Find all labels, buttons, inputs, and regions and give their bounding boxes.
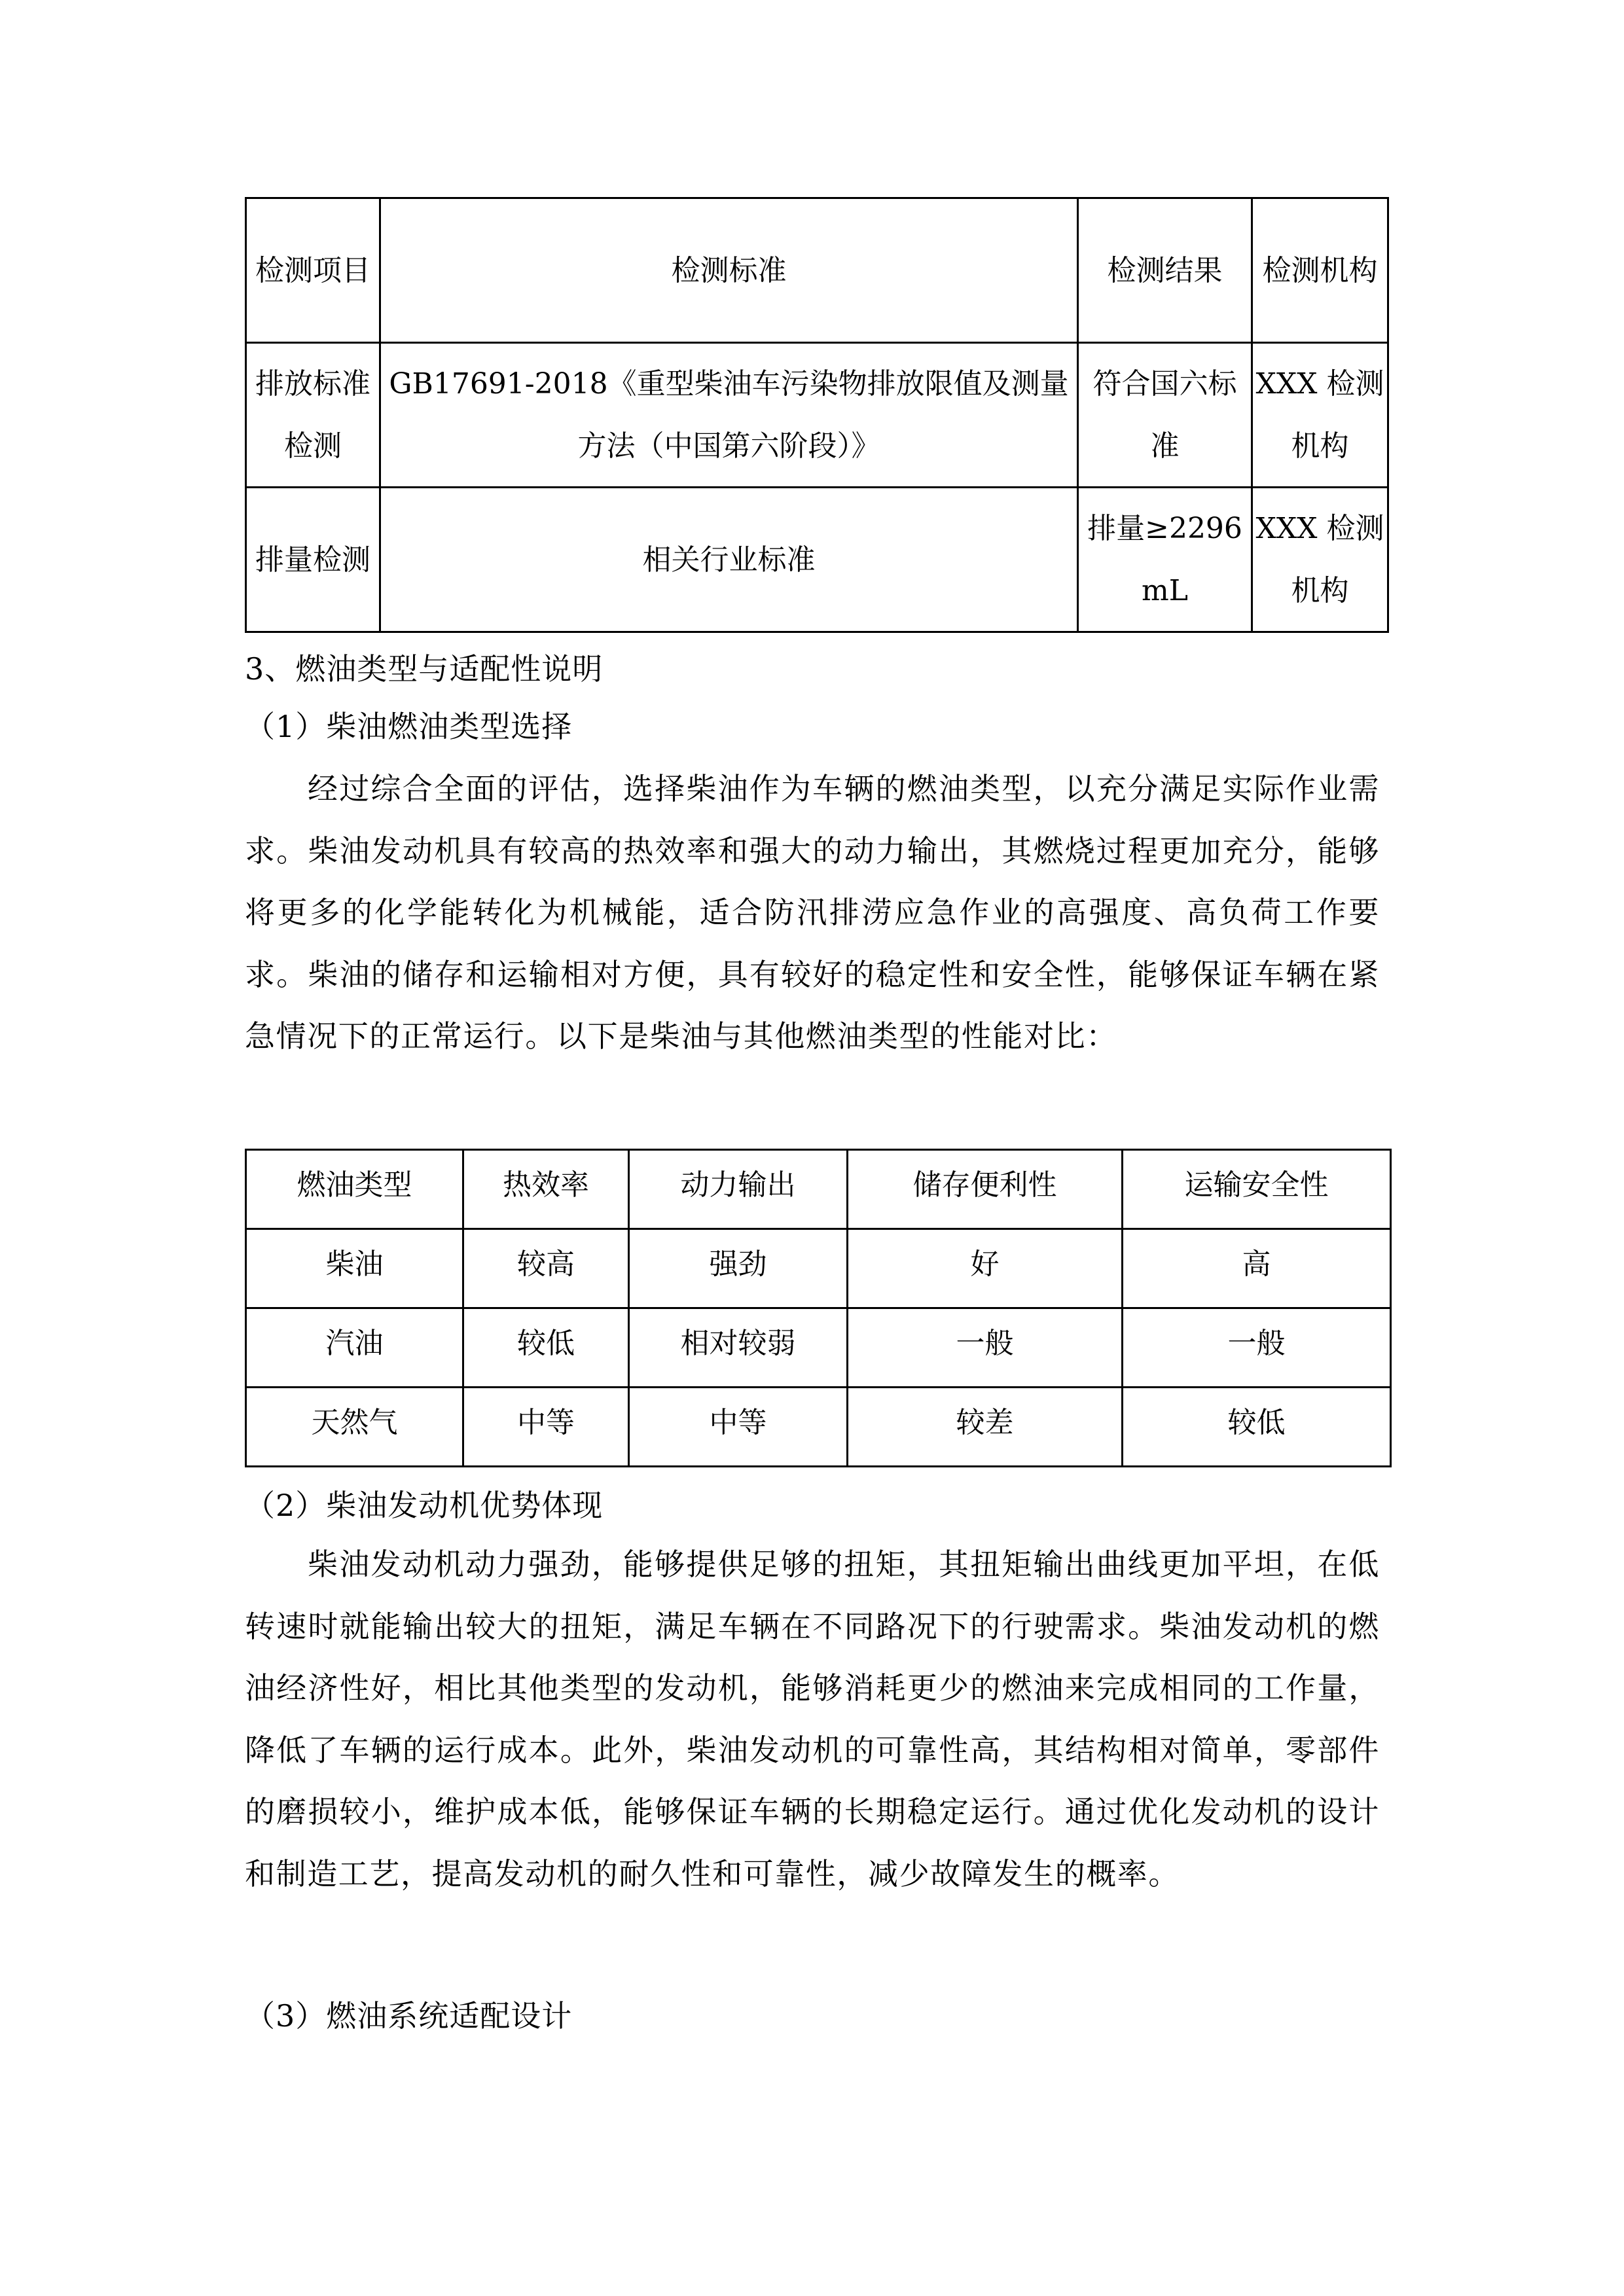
subsection-heading-2: （2）柴油发动机优势体现 (245, 1488, 604, 1523)
cell-text: 排放标准检测 (255, 367, 370, 463)
section-heading: 3、燃油类型与适配性说明 (245, 651, 604, 687)
table-cell: 强劲 (629, 1229, 848, 1308)
table-cell: 较低 (463, 1308, 629, 1388)
table-cell: 柴油 (246, 1229, 463, 1308)
table-row (246, 488, 1388, 632)
fuel-comparison-table (245, 1149, 1392, 1467)
table-cell (380, 488, 1078, 632)
cell-text: 符合国六标准 (1092, 367, 1237, 463)
header-text: 检测机构 (1262, 253, 1378, 287)
inspection-table (245, 197, 1389, 633)
table-cell (246, 343, 380, 488)
table-cell (246, 488, 380, 632)
table-cell: 较低 (1123, 1388, 1391, 1467)
header-cell (1078, 198, 1252, 343)
table-cell: 一般 (1123, 1308, 1391, 1388)
table-cell (1252, 488, 1388, 632)
table-cell: 一般 (848, 1308, 1123, 1388)
header-cell: 运输安全性 (1123, 1150, 1391, 1229)
table-cell (1078, 488, 1252, 632)
header-text: 检测结果 (1107, 253, 1223, 287)
table-cell: 中等 (629, 1388, 848, 1467)
subsection-heading-1: （1）柴油燃油类型选择 (245, 709, 573, 744)
table-cell: 汽油 (246, 1308, 463, 1388)
header-cell: 储存便利性 (848, 1150, 1123, 1229)
table-header-row (246, 198, 1388, 343)
header-cell (1252, 198, 1388, 343)
cell-text: XXX 检测机构 (1255, 367, 1384, 463)
table-cell: 好 (848, 1229, 1123, 1308)
table-row (246, 343, 1388, 488)
cell-text: 排量检测 (255, 543, 370, 577)
table-cell: 天然气 (246, 1388, 463, 1467)
cell-text: 排量≥2296mL (1087, 512, 1242, 607)
header-cell (380, 198, 1078, 343)
table-row (246, 1308, 1391, 1388)
subsection-heading-3: （3）燃油系统适配设计 (245, 1998, 573, 2034)
header-text: 检测标准 (671, 253, 787, 287)
cell-text: 相关行业标准 (642, 543, 816, 577)
header-cell (246, 198, 380, 343)
header-cell: 热效率 (463, 1150, 629, 1229)
table-cell: 较差 (848, 1388, 1123, 1467)
table-cell (1078, 343, 1252, 488)
table-cell: 相对较弱 (629, 1308, 848, 1388)
table-header-row (246, 1150, 1391, 1229)
table-cell: 较高 (463, 1229, 629, 1308)
table-cell (380, 343, 1078, 488)
table-row (246, 1388, 1391, 1467)
paragraph-fuel-selection: 经过综合全面的评估，选择柴油作为车辆的燃油类型，以充分满足实际作业需求。柴油发动机具有较高的热效率和强大的动力输出，其燃烧过程更加充分，能够将更多的化学能转化为机械能，适合防汛排涝应急作业的高强度、高负荷工作要求。柴油的储存和运输相对方便，具有较好的稳定性和安全性，能够保证车辆在紧急情况下的正常运行。以下是柴油与其他燃油类型的性能对比： (245, 771, 1380, 1054)
table-cell: 中等 (463, 1388, 629, 1467)
header-text: 检测项目 (255, 253, 370, 287)
cell-text: GB17691-2018《重型柴油车污染物排放限值及测量方法（中国第六阶段）》 (389, 367, 1069, 463)
header-cell: 动力输出 (629, 1150, 848, 1229)
paragraph-engine-advantages: 柴油发动机动力强劲，能够提供足够的扭矩，其扭矩输出曲线更加平坦，在低转速时就能输出较大的扭矩，满足车辆在不同路况下的行驶需求。柴油发动机的燃油经济性好，相比其他类型的发动机，能够消耗更少的燃油来完成相同的工作量，降低了车辆的运行成本。此外，柴油发动机的可靠性高，其结构相对简单，零部件的磨损较小，维护成本低，能够保证车辆的长期稳定运行。通过优化发动机的设计和制造工艺，提高发动机的耐久性和可靠性，减少故障发生的概率。 (245, 1547, 1380, 1892)
table-cell: 高 (1123, 1229, 1391, 1308)
cell-text: XXX 检测机构 (1255, 512, 1384, 607)
table-row (246, 1229, 1391, 1308)
table-cell (1252, 343, 1388, 488)
header-cell: 燃油类型 (246, 1150, 463, 1229)
